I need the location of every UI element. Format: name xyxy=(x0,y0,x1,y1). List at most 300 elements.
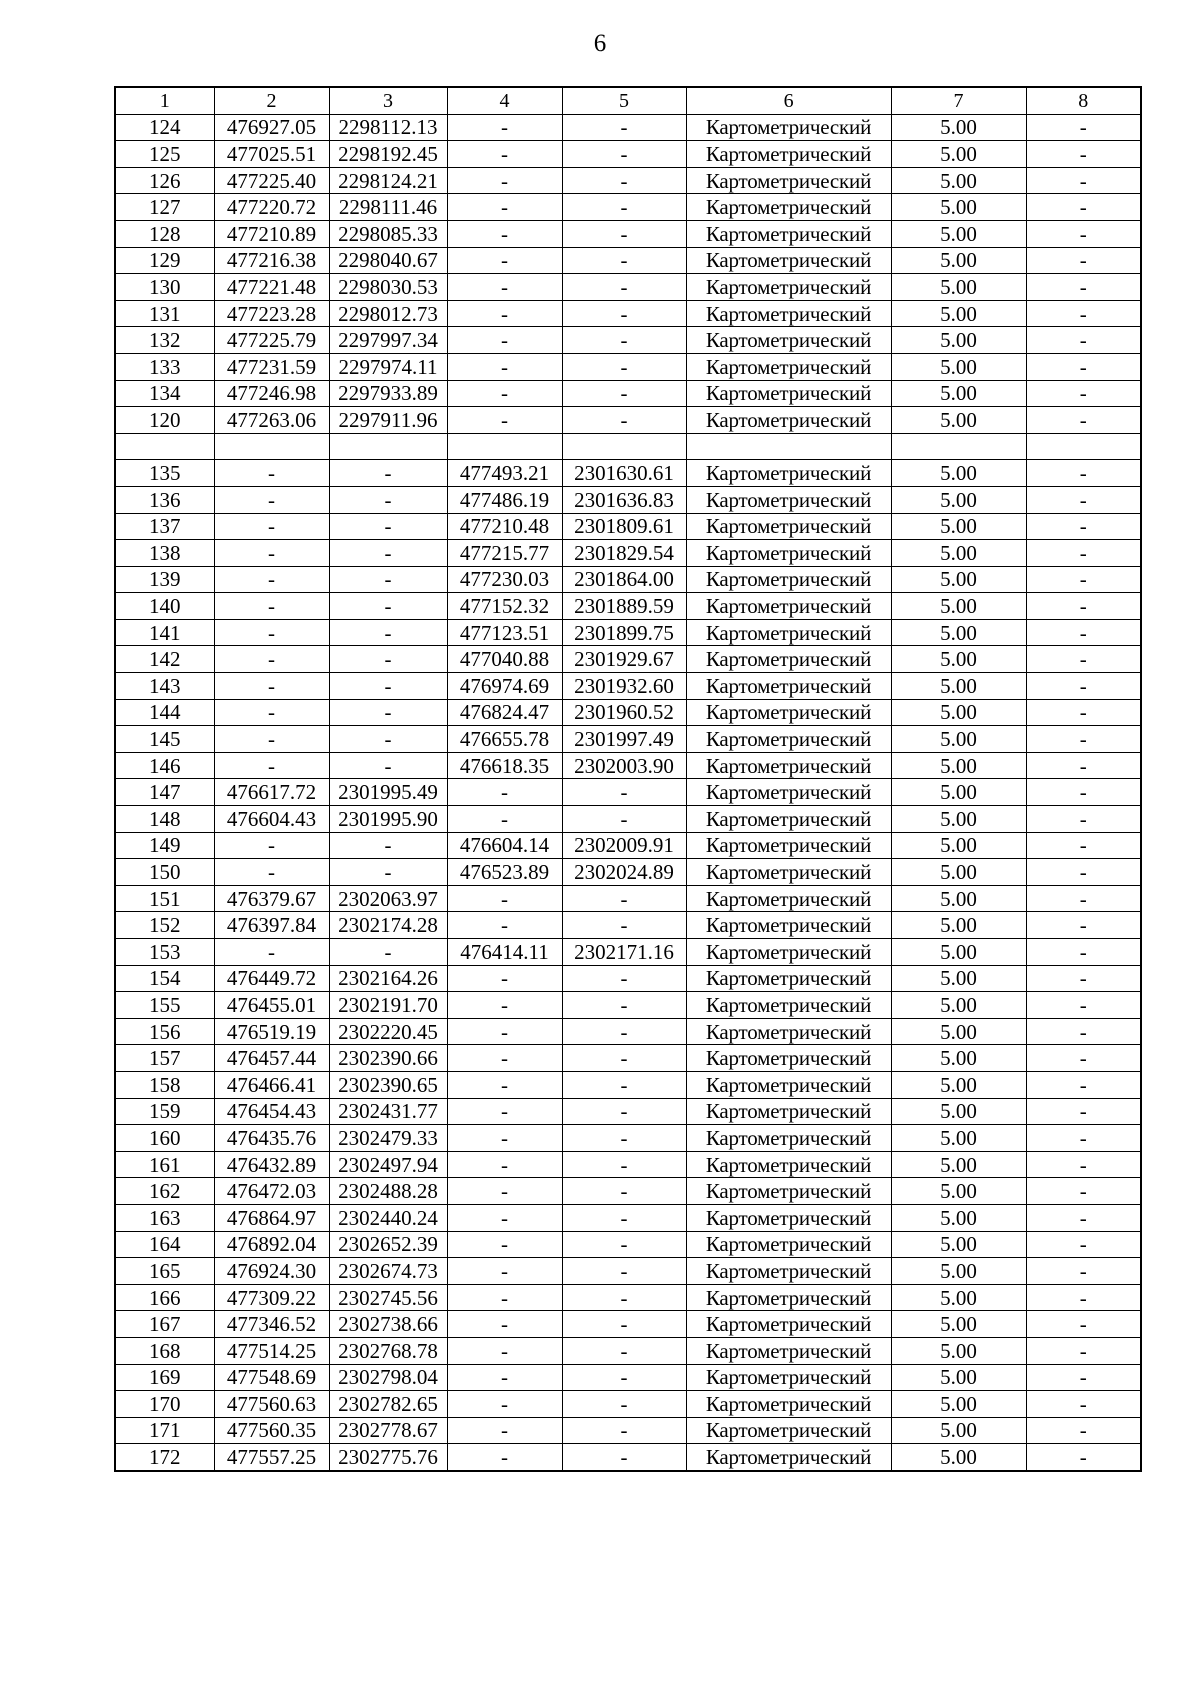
cell-x-coord-alt: - xyxy=(447,1231,562,1258)
cell-method: Картометрический xyxy=(686,832,891,859)
coordinates-table xyxy=(114,86,1142,1472)
table-row xyxy=(115,327,1141,354)
cell-accuracy: 5.00 xyxy=(891,726,1026,753)
cell-y-coord-alt: - xyxy=(562,1391,686,1418)
table-row xyxy=(115,1337,1141,1364)
cell-point-number: 167 xyxy=(115,1311,214,1338)
cell-point-number: 147 xyxy=(115,779,214,806)
cell-point-number: 134 xyxy=(115,380,214,407)
cell-x-coord-alt: - xyxy=(447,167,562,194)
cell-y-coord: - xyxy=(329,859,447,886)
cell-x-coord: 476472.03 xyxy=(214,1178,329,1205)
cell-note: - xyxy=(1026,1417,1141,1444)
cell-x-coord-alt: 477152.32 xyxy=(447,593,562,620)
cell-x-coord: 476379.67 xyxy=(214,885,329,912)
cell-method xyxy=(686,433,891,460)
cell-y-coord-alt: - xyxy=(562,1231,686,1258)
cell-x-coord: 477221.48 xyxy=(214,274,329,301)
table-row xyxy=(115,673,1141,700)
cell-method: Картометрический xyxy=(686,1364,891,1391)
cell-method: Картометрический xyxy=(686,859,891,886)
cell-y-coord-alt: - xyxy=(562,1258,686,1285)
cell-accuracy: 5.00 xyxy=(891,274,1026,301)
cell-method: Картометрический xyxy=(686,566,891,593)
cell-method: Картометрический xyxy=(686,327,891,354)
cell-y-coord-alt: - xyxy=(562,1444,686,1471)
cell-accuracy: 5.00 xyxy=(891,220,1026,247)
cell-note: - xyxy=(1026,1391,1141,1418)
cell-accuracy: 5.00 xyxy=(891,885,1026,912)
table-row xyxy=(115,1231,1141,1258)
cell-accuracy: 5.00 xyxy=(891,300,1026,327)
cell-point-number: 141 xyxy=(115,619,214,646)
cell-accuracy: 5.00 xyxy=(891,673,1026,700)
cell-x-coord-alt: - xyxy=(447,141,562,168)
cell-x-coord-alt: - xyxy=(447,885,562,912)
cell-x-coord: 477557.25 xyxy=(214,1444,329,1471)
cell-method: Картометрический xyxy=(686,1337,891,1364)
cell-x-coord xyxy=(214,433,329,460)
cell-point-number: 124 xyxy=(115,114,214,141)
cell-accuracy: 5.00 xyxy=(891,1071,1026,1098)
cell-y-coord: 2302738.66 xyxy=(329,1311,447,1338)
cell-y-coord: - xyxy=(329,699,447,726)
cell-point-number: 135 xyxy=(115,460,214,487)
cell-y-coord-alt: - xyxy=(562,167,686,194)
cell-x-coord-alt: - xyxy=(447,380,562,407)
cell-x-coord-alt: 477040.88 xyxy=(447,646,562,673)
cell-accuracy: 5.00 xyxy=(891,407,1026,434)
cell-y-coord: - xyxy=(329,619,447,646)
cell-x-coord-alt: 476414.11 xyxy=(447,939,562,966)
cell-point-number: 130 xyxy=(115,274,214,301)
cell-point-number: 136 xyxy=(115,486,214,513)
cell-x-coord: - xyxy=(214,593,329,620)
cell-x-coord: 477346.52 xyxy=(214,1311,329,1338)
cell-method: Картометрический xyxy=(686,992,891,1019)
cell-x-coord-alt: - xyxy=(447,274,562,301)
cell-note: - xyxy=(1026,247,1141,274)
cell-method: Картометрический xyxy=(686,593,891,620)
cell-method: Картометрический xyxy=(686,1045,891,1072)
cell-point-number: 172 xyxy=(115,1444,214,1471)
cell-note: - xyxy=(1026,859,1141,886)
cell-note: - xyxy=(1026,300,1141,327)
cell-x-coord-alt: - xyxy=(447,992,562,1019)
cell-point-number: 131 xyxy=(115,300,214,327)
cell-x-coord-alt: 477493.21 xyxy=(447,460,562,487)
cell-accuracy: 5.00 xyxy=(891,380,1026,407)
cell-note: - xyxy=(1026,1337,1141,1364)
cell-accuracy: 5.00 xyxy=(891,699,1026,726)
cell-y-coord-alt xyxy=(562,433,686,460)
cell-point-number: 160 xyxy=(115,1125,214,1152)
cell-y-coord-alt: 2302024.89 xyxy=(562,859,686,886)
cell-y-coord-alt: - xyxy=(562,407,686,434)
cell-accuracy: 5.00 xyxy=(891,1045,1026,1072)
cell-y-coord: - xyxy=(329,460,447,487)
cell-x-coord-alt: - xyxy=(447,114,562,141)
table-row xyxy=(115,806,1141,833)
cell-note: - xyxy=(1026,965,1141,992)
cell-accuracy: 5.00 xyxy=(891,965,1026,992)
cell-y-coord-alt: - xyxy=(562,992,686,1019)
cell-y-coord: 2302063.97 xyxy=(329,885,447,912)
cell-point-number: 143 xyxy=(115,673,214,700)
cell-point-number: 138 xyxy=(115,540,214,567)
cell-method: Картометрический xyxy=(686,619,891,646)
cell-accuracy: 5.00 xyxy=(891,832,1026,859)
cell-x-coord: 476454.43 xyxy=(214,1098,329,1125)
cell-x-coord: 476617.72 xyxy=(214,779,329,806)
cell-y-coord-alt: - xyxy=(562,1204,686,1231)
cell-x-coord: - xyxy=(214,673,329,700)
cell-x-coord-alt: - xyxy=(447,1018,562,1045)
cell-y-coord: 2302775.76 xyxy=(329,1444,447,1471)
table-row xyxy=(115,992,1141,1019)
cell-point-number: 140 xyxy=(115,593,214,620)
cell-x-coord-alt: - xyxy=(447,194,562,221)
cell-method: Картометрический xyxy=(686,1231,891,1258)
cell-x-coord-alt: 476618.35 xyxy=(447,752,562,779)
cell-accuracy: 5.00 xyxy=(891,1444,1026,1471)
cell-x-coord-alt: 477123.51 xyxy=(447,619,562,646)
table-row xyxy=(115,141,1141,168)
cell-x-coord: - xyxy=(214,752,329,779)
cell-note: - xyxy=(1026,912,1141,939)
cell-x-coord: 477246.98 xyxy=(214,380,329,407)
cell-method: Картометрический xyxy=(686,167,891,194)
cell-y-coord: 2302497.94 xyxy=(329,1151,447,1178)
cell-x-coord: 477210.89 xyxy=(214,220,329,247)
header-cell-x-coord-alt: 4 xyxy=(447,87,562,114)
cell-method: Картометрический xyxy=(686,274,891,301)
table-row xyxy=(115,885,1141,912)
cell-y-coord: 2302164.26 xyxy=(329,965,447,992)
cell-x-coord: 477560.63 xyxy=(214,1391,329,1418)
cell-point-number: 133 xyxy=(115,353,214,380)
cell-y-coord-alt: 2302171.16 xyxy=(562,939,686,966)
table-header-row xyxy=(115,87,1141,114)
cell-y-coord xyxy=(329,433,447,460)
cell-y-coord-alt: - xyxy=(562,1125,686,1152)
cell-point-number: 162 xyxy=(115,1178,214,1205)
cell-y-coord-alt: 2301829.54 xyxy=(562,540,686,567)
cell-x-coord: 476397.84 xyxy=(214,912,329,939)
cell-x-coord: - xyxy=(214,939,329,966)
cell-method: Картометрический xyxy=(686,540,891,567)
table-row xyxy=(115,380,1141,407)
cell-x-coord-alt: - xyxy=(447,1417,562,1444)
cell-y-coord-alt: - xyxy=(562,1071,686,1098)
cell-note: - xyxy=(1026,220,1141,247)
cell-method: Картометрический xyxy=(686,1018,891,1045)
table-row xyxy=(115,407,1141,434)
cell-x-coord-alt: 476604.14 xyxy=(447,832,562,859)
cell-note: - xyxy=(1026,1018,1141,1045)
cell-x-coord-alt: - xyxy=(447,1444,562,1471)
table-row xyxy=(115,1151,1141,1178)
cell-method: Картометрический xyxy=(686,885,891,912)
cell-method: Картометрический xyxy=(686,300,891,327)
cell-x-coord-alt: - xyxy=(447,1151,562,1178)
cell-y-coord: 2302191.70 xyxy=(329,992,447,1019)
table-row xyxy=(115,353,1141,380)
header-cell-note: 8 xyxy=(1026,87,1141,114)
cell-y-coord: 2302479.33 xyxy=(329,1125,447,1152)
table-row xyxy=(115,619,1141,646)
cell-method: Картометрический xyxy=(686,779,891,806)
cell-x-coord-alt: - xyxy=(447,1178,562,1205)
cell-note: - xyxy=(1026,885,1141,912)
table-row xyxy=(115,832,1141,859)
cell-point-number: 155 xyxy=(115,992,214,1019)
cell-accuracy: 5.00 xyxy=(891,566,1026,593)
cell-note: - xyxy=(1026,726,1141,753)
cell-method: Картометрический xyxy=(686,141,891,168)
cell-x-coord: - xyxy=(214,832,329,859)
cell-y-coord: 2302174.28 xyxy=(329,912,447,939)
cell-y-coord-alt: - xyxy=(562,220,686,247)
cell-y-coord-alt: 2301960.52 xyxy=(562,699,686,726)
cell-note: - xyxy=(1026,1071,1141,1098)
cell-y-coord-alt: - xyxy=(562,885,686,912)
cell-method: Картометрический xyxy=(686,726,891,753)
cell-y-coord-alt: - xyxy=(562,806,686,833)
cell-y-coord: - xyxy=(329,593,447,620)
cell-note: - xyxy=(1026,1284,1141,1311)
cell-x-coord: 476864.97 xyxy=(214,1204,329,1231)
cell-point-number: 163 xyxy=(115,1204,214,1231)
cell-x-coord: 476435.76 xyxy=(214,1125,329,1152)
cell-method: Картометрический xyxy=(686,194,891,221)
cell-x-coord-alt: - xyxy=(447,965,562,992)
cell-accuracy: 5.00 xyxy=(891,167,1026,194)
cell-method: Картометрический xyxy=(686,353,891,380)
cell-accuracy: 5.00 xyxy=(891,619,1026,646)
table-row xyxy=(115,965,1141,992)
cell-method: Картометрический xyxy=(686,1417,891,1444)
table-row xyxy=(115,247,1141,274)
cell-y-coord-alt: - xyxy=(562,1417,686,1444)
cell-note: - xyxy=(1026,699,1141,726)
cell-accuracy: 5.00 xyxy=(891,1231,1026,1258)
cell-note: - xyxy=(1026,167,1141,194)
cell-method: Картометрический xyxy=(686,114,891,141)
cell-accuracy: 5.00 xyxy=(891,593,1026,620)
cell-method: Картометрический xyxy=(686,1391,891,1418)
cell-x-coord-alt: - xyxy=(447,1391,562,1418)
cell-point-number: 168 xyxy=(115,1337,214,1364)
cell-x-coord-alt: - xyxy=(447,1125,562,1152)
table-row xyxy=(115,486,1141,513)
cell-method: Картометрический xyxy=(686,1204,891,1231)
cell-y-coord-alt: - xyxy=(562,1311,686,1338)
cell-method: Картометрический xyxy=(686,646,891,673)
cell-method: Картометрический xyxy=(686,1258,891,1285)
table-row xyxy=(115,1178,1141,1205)
cell-y-coord: 2302220.45 xyxy=(329,1018,447,1045)
cell-x-coord: 476892.04 xyxy=(214,1231,329,1258)
cell-x-coord: - xyxy=(214,646,329,673)
cell-y-coord-alt: - xyxy=(562,141,686,168)
cell-accuracy: 5.00 xyxy=(891,1284,1026,1311)
cell-point-number: 166 xyxy=(115,1284,214,1311)
cell-note: - xyxy=(1026,832,1141,859)
cell-y-coord: - xyxy=(329,832,447,859)
cell-method: Картометрический xyxy=(686,965,891,992)
cell-note: - xyxy=(1026,194,1141,221)
cell-accuracy: 5.00 xyxy=(891,327,1026,354)
cell-note: - xyxy=(1026,593,1141,620)
cell-point-number: 158 xyxy=(115,1071,214,1098)
cell-accuracy xyxy=(891,433,1026,460)
cell-x-coord-alt xyxy=(447,433,562,460)
cell-point-number: 139 xyxy=(115,566,214,593)
cell-point-number: 170 xyxy=(115,1391,214,1418)
cell-note: - xyxy=(1026,353,1141,380)
cell-accuracy: 5.00 xyxy=(891,806,1026,833)
cell-method: Картометрический xyxy=(686,1178,891,1205)
cell-y-coord: 2302745.56 xyxy=(329,1284,447,1311)
cell-accuracy: 5.00 xyxy=(891,1391,1026,1418)
cell-accuracy: 5.00 xyxy=(891,114,1026,141)
cell-point-number: 144 xyxy=(115,699,214,726)
cell-note: - xyxy=(1026,540,1141,567)
table-row xyxy=(115,1391,1141,1418)
cell-method: Картометрический xyxy=(686,1151,891,1178)
cell-y-coord: - xyxy=(329,673,447,700)
cell-method: Картометрический xyxy=(686,460,891,487)
cell-y-coord: 2302431.77 xyxy=(329,1098,447,1125)
cell-y-coord-alt: - xyxy=(562,1364,686,1391)
cell-x-coord-alt: - xyxy=(447,1284,562,1311)
cell-x-coord-alt: - xyxy=(447,1311,562,1338)
cell-method: Картометрический xyxy=(686,220,891,247)
header-cell-method: 6 xyxy=(686,87,891,114)
cell-x-coord-alt: 476974.69 xyxy=(447,673,562,700)
cell-note: - xyxy=(1026,1231,1141,1258)
table-row xyxy=(115,1417,1141,1444)
cell-note: - xyxy=(1026,992,1141,1019)
cell-point-number: 132 xyxy=(115,327,214,354)
table-row xyxy=(115,593,1141,620)
cell-note: - xyxy=(1026,486,1141,513)
cell-note: - xyxy=(1026,460,1141,487)
cell-y-coord: - xyxy=(329,540,447,567)
table-row xyxy=(115,939,1141,966)
cell-x-coord: 477216.38 xyxy=(214,247,329,274)
cell-point-number: 152 xyxy=(115,912,214,939)
table-row xyxy=(115,646,1141,673)
cell-y-coord: 2298111.46 xyxy=(329,194,447,221)
cell-x-coord: 477263.06 xyxy=(214,407,329,434)
cell-y-coord: - xyxy=(329,726,447,753)
cell-y-coord: 2298112.13 xyxy=(329,114,447,141)
cell-x-coord-alt: - xyxy=(447,1204,562,1231)
cell-x-coord: - xyxy=(214,619,329,646)
cell-x-coord: 476457.44 xyxy=(214,1045,329,1072)
cell-method: Картометрический xyxy=(686,407,891,434)
cell-point-number: 151 xyxy=(115,885,214,912)
cell-y-coord: 2302390.65 xyxy=(329,1071,447,1098)
cell-y-coord-alt: 2301899.75 xyxy=(562,619,686,646)
cell-method: Картометрический xyxy=(686,513,891,540)
cell-y-coord: 2298030.53 xyxy=(329,274,447,301)
cell-x-coord: 477225.79 xyxy=(214,327,329,354)
table-row xyxy=(115,1364,1141,1391)
cell-accuracy: 5.00 xyxy=(891,992,1026,1019)
cell-method: Картометрический xyxy=(686,1284,891,1311)
cell-accuracy: 5.00 xyxy=(891,513,1026,540)
cell-y-coord: - xyxy=(329,646,447,673)
cell-x-coord-alt: 477215.77 xyxy=(447,540,562,567)
cell-note xyxy=(1026,433,1141,460)
cell-x-coord-alt: 476824.47 xyxy=(447,699,562,726)
cell-point-number: 157 xyxy=(115,1045,214,1072)
table-row xyxy=(115,1045,1141,1072)
cell-y-coord-alt: 2302009.91 xyxy=(562,832,686,859)
cell-x-coord: - xyxy=(214,540,329,567)
page-number: 6 xyxy=(593,30,607,57)
cell-note: - xyxy=(1026,327,1141,354)
cell-y-coord: 2298040.67 xyxy=(329,247,447,274)
cell-accuracy: 5.00 xyxy=(891,1098,1026,1125)
cell-y-coord-alt: 2301929.67 xyxy=(562,646,686,673)
cell-x-coord: 476449.72 xyxy=(214,965,329,992)
cell-x-coord-alt: - xyxy=(447,300,562,327)
cell-y-coord: 2298192.45 xyxy=(329,141,447,168)
cell-y-coord: 2302778.67 xyxy=(329,1417,447,1444)
cell-y-coord-alt: - xyxy=(562,1045,686,1072)
cell-point-number: 142 xyxy=(115,646,214,673)
cell-x-coord-alt: - xyxy=(447,1071,562,1098)
cell-y-coord-alt: - xyxy=(562,912,686,939)
cell-y-coord: 2297997.34 xyxy=(329,327,447,354)
cell-point-number: 120 xyxy=(115,407,214,434)
table-row xyxy=(115,1311,1141,1338)
table-row xyxy=(115,1098,1141,1125)
table-row xyxy=(115,752,1141,779)
cell-y-coord: - xyxy=(329,486,447,513)
cell-y-coord: 2302440.24 xyxy=(329,1204,447,1231)
cell-note: - xyxy=(1026,141,1141,168)
header-cell-x-coord: 2 xyxy=(214,87,329,114)
cell-accuracy: 5.00 xyxy=(891,1151,1026,1178)
cell-accuracy: 5.00 xyxy=(891,1417,1026,1444)
cell-point-number: 137 xyxy=(115,513,214,540)
header-cell-y-coord-alt: 5 xyxy=(562,87,686,114)
table-row xyxy=(115,912,1141,939)
cell-method: Картометрический xyxy=(686,752,891,779)
cell-y-coord-alt: - xyxy=(562,965,686,992)
cell-x-coord-alt: - xyxy=(447,1337,562,1364)
cell-note: - xyxy=(1026,1204,1141,1231)
cell-y-coord: - xyxy=(329,566,447,593)
cell-note: - xyxy=(1026,407,1141,434)
cell-x-coord: 477220.72 xyxy=(214,194,329,221)
cell-point-number: 156 xyxy=(115,1018,214,1045)
cell-point-number: 161 xyxy=(115,1151,214,1178)
table-row xyxy=(115,300,1141,327)
cell-x-coord-alt: - xyxy=(447,1364,562,1391)
cell-point-number: 127 xyxy=(115,194,214,221)
cell-method: Картометрический xyxy=(686,1311,891,1338)
cell-y-coord: 2298085.33 xyxy=(329,220,447,247)
cell-note: - xyxy=(1026,1364,1141,1391)
cell-y-coord-alt: 2301997.49 xyxy=(562,726,686,753)
cell-accuracy: 5.00 xyxy=(891,141,1026,168)
